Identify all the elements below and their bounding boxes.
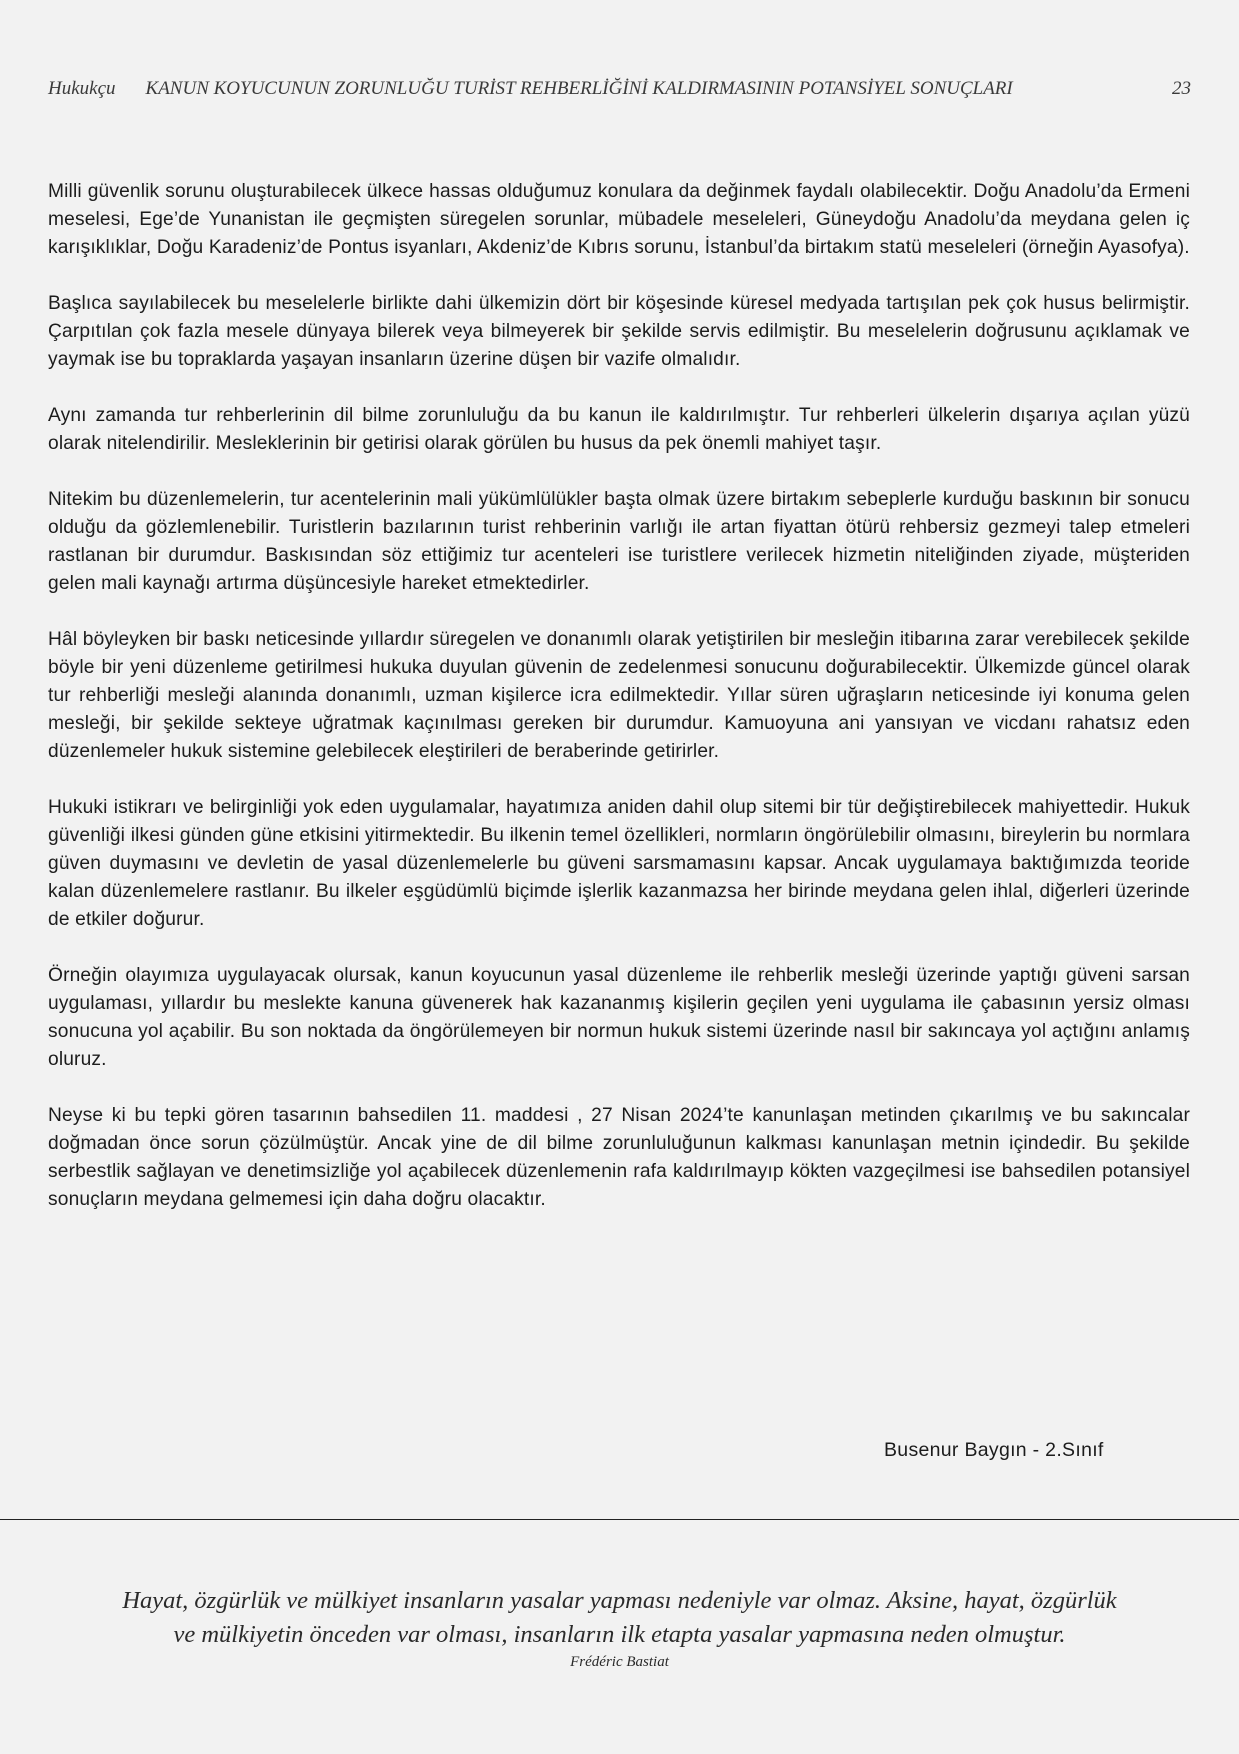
paragraph-2: Başlıca sayılabilecek bu meselelerle birlikte dahi ülkemizin dört bir köşesinde küresel medyada tartışılan pek çok husus belirmiştir. Çarpıtılan çok fazla mesele dünyaya bilerek veya bilmeyerek bir şekilde servis edilmiştir. Bu meselelerin doğrusunu açıklamak ve yaymak ise bu topraklarda yaşayan insanların üzerine düşen bir vazife olmalıdır. <box>48 293 1190 370</box>
running-header <box>48 78 1191 100</box>
journal-name: Hukukçu <box>48 78 116 99</box>
article-body <box>48 178 1190 1242</box>
page-number: 23 <box>1172 78 1191 99</box>
paragraph-5: Hâl böyleyken bir baskı neticesinde yıllardır süregelen ve donanımlı olarak yetiştirilen bir mesleğin itibarına zarar verebilecek şekilde böyle bir yeni düzenleme getirilmesi hukuka duyulan güvenin de zedelenmesi sonucunu doğurabilecektir. Ülkemizde güncel olarak tur rehberliği mesleği alanında donanımlı, uzman kişilerce icra edilmektedir. Yıllar süren uğraşların neticesinde iyi konuma gelen mesleği, bir şekilde sekteye uğratmak kaçınılması gereken bir durumdur. Kamuoyuna ani yansıyan ve vicdanı rahatsız eden düzenlemeler hukuk sistemine gelebilecek eleştirileri de beraberinde getirirler. <box>48 629 1190 762</box>
paragraph-6: Hukuki istikrarı ve belirginliği yok eden uygulamalar, hayatımıza aniden dahil olup sitemi bir tür değiştirebilecek mahiyettedir. Hukuk güvenliği ilkesi günden güne etkisini yitirmektedir. Bu ilkenin temel özellikleri, normların öngörülebilir olmasını, bireylerin bu normlara güven duymasını ve devletin de yasal düzenlemelerle bu güveni sarsmamasını kapsar. Ancak uygulamaya baktığımızda teoride kalan düzenlemelere rastlanır. Bu ilkeler eşgüdümlü biçimde işlerlik kazanmazsa her birinde meydana gelen ihlal, diğerleri üzerinde de etkiler doğurur. <box>48 797 1190 930</box>
paragraph-7: Örneğin olayımıza uygulayacak olursak, kanun koyucunun yasal düzenleme ile rehberlik mesleği üzerinde yaptığı güveni sarsan uygulaması, yıllardır bu meslekte kanuna güvenerek hak kazananmış kişilerin geçilen yeni uygulama ile çabasının yersiz olması sonucuna yol açabilir. Bu son noktada da öngörülemeyen bir normun hukuk sistemi üzerinde nasıl bir sakıncaya yol açtığını anlamış oluruz. <box>48 965 1190 1070</box>
paragraph-4: Nitekim bu düzenlemelerin, tur acentelerinin mali yükümlülükler başta olmak üzere birtakım sebeplerle kurduğu baskının bir sonucu olduğu da gözlemlenebilir. Turistlerin bazılarının turist rehberinin varlığı ile artan fiyattan ötürü rehbersiz gezmeyi talep etmeleri rastlanan bir durumdur. Baskısından söz ettiğimiz tur acenteleri ise turistlere verilecek hizmetin niteliğinden ziyade, müşteriden gelen mali kaynağı artırma düşüncesiyle hareket etmektedirler. <box>48 489 1190 594</box>
article-title: KANUN KOYUCUNUN ZORUNLUĞU TURİST REHBERLİĞİNİ KALDIRMASININ POTANSİYEL SONUÇLARI <box>145 78 1013 99</box>
quote-line-2: ve mülkiyetin önceden var olması, insanların ilk etapta yasalar yapmasına neden olmuştur. <box>173 1621 1066 1648</box>
footer-quote <box>60 1584 1179 1671</box>
quote-line-1: Hayat, özgürlük ve mülkiyet insanların yasalar yapması nedeniyle var olmaz. Aksine, hayat, özgürlük <box>122 1587 1117 1614</box>
paragraph-3: Aynı zamanda tur rehberlerinin dil bilme zorunluluğu da bu kanun ile kaldırılmıştır. Tur rehberleri ülkelerin dışarıya açılan yüzü olarak nitelendirilir. Mesleklerinin bir getirisi olarak görülen bu husus da pek önemli mahiyet taşır. <box>48 405 1190 454</box>
paragraph-1: Milli güvenlik sorunu oluşturabilecek ülkece hassas olduğumuz konulara da değinmek faydalı olabilecektir. Doğu Anadolu’da Ermeni meselesi, Ege’de Yunanistan ile geçmişten süregelen sorunlar, mübadele meseleleri, Güneydoğu Anadolu’da meydana gelen iç karışıklıklar, Doğu Karadeniz’de Pontus isyanları, Akdeniz’de Kıbrıs sorunu, İstanbul’da birtakım statü meseleleri (örneğin Ayasofya). <box>48 181 1190 258</box>
paragraph-8: Neyse ki bu tepki gören tasarının bahsedilen 11. maddesi , 27 Nisan 2024’te kanunlaşan metinden çıkarılmış ve bu sakıncalar doğmadan önce sorun çözülmüştür. Ancak yine de dil bilme zorunluluğunun kalkması kanunlaşan metnin içindedir. Bu şekilde serbestlik sağlayan ve denetimsizliğe yol açabilecek düzenlemenin rafa kaldırılmayıp kökten vazgeçilmesi ise bahsedilen potansiyel sonuçların meydana gelmemesi için daha doğru olacaktır. <box>48 1105 1190 1210</box>
footer-divider <box>0 1519 1239 1520</box>
author-signature: Busenur Baygın - 2.Sınıf <box>884 1439 1104 1461</box>
quote-attribution: Frédéric Bastiat <box>570 1654 669 1670</box>
